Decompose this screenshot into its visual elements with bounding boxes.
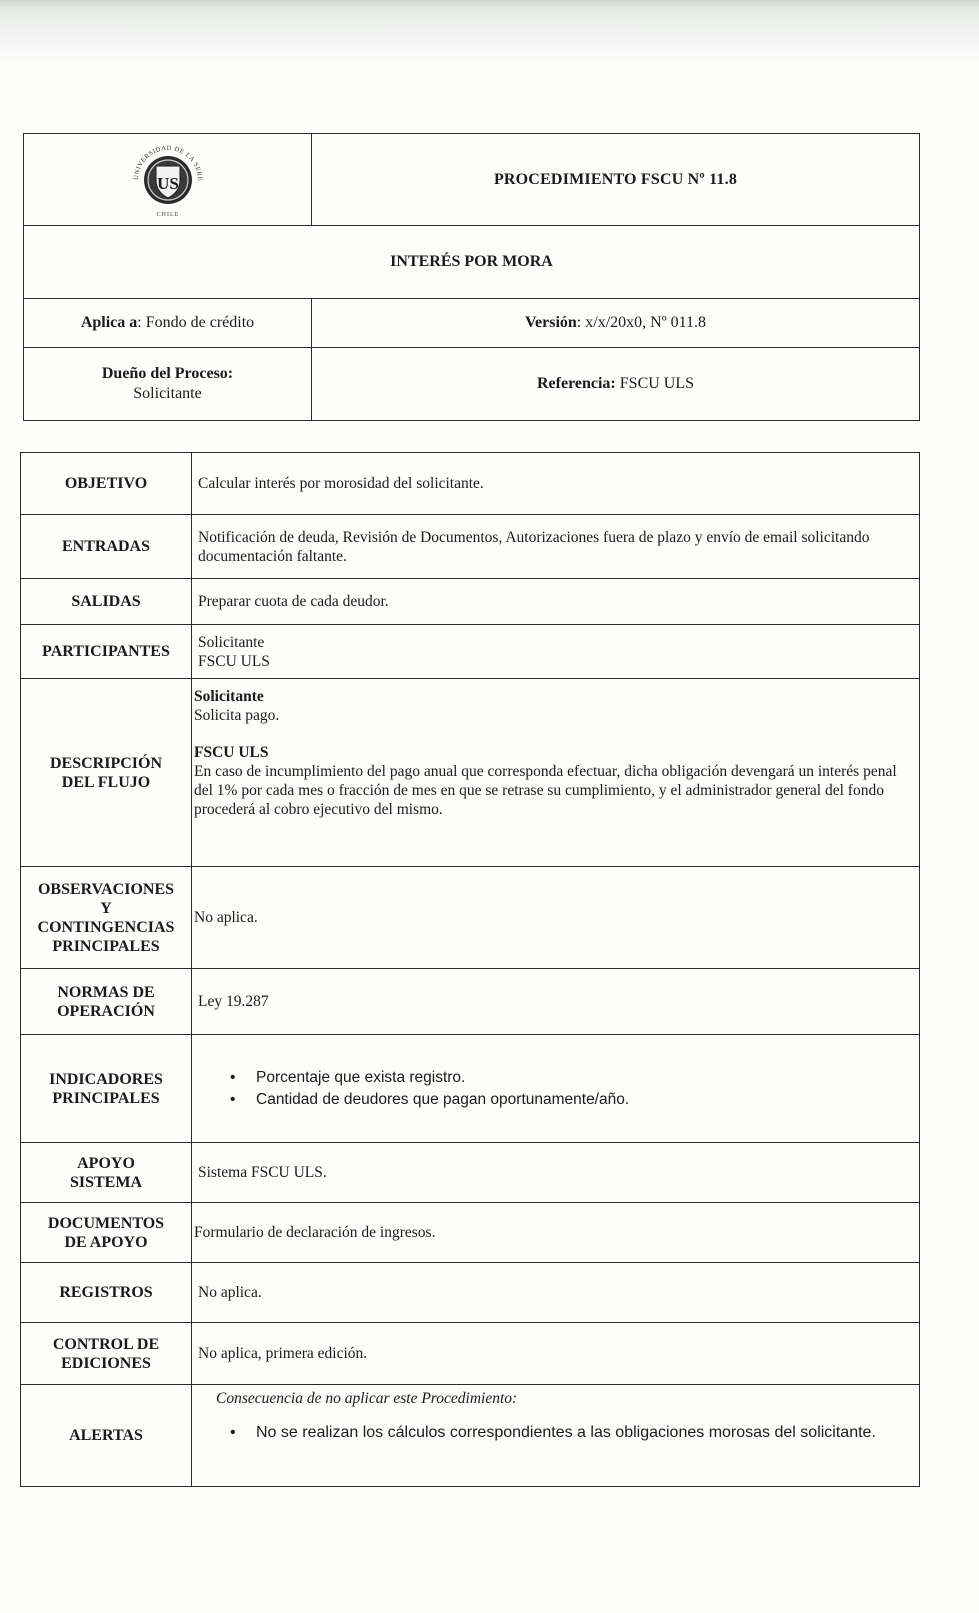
flow-actor-2-text: En caso de incumplimiento del pago anual que corresponda efectuar, dicha obligación devengará un interés penal del 1% por cada mes o fracción de mes en que se retrase su cumplimiento, y el administrador general del fondo procederá al cobro ejecutivo del mismo. [194,763,897,818]
owner-value: Solicitante [133,385,202,402]
flow-actor-1-text: Solicita pago. [194,707,280,724]
value-objetivo: Calcular interés por morosidad del solicitante. [192,453,920,515]
row-documentos [21,1203,920,1263]
label-apoyo-1: APOYO [77,1154,135,1172]
reference-value: FSCU ULS [619,375,695,392]
label-apoyo-2: SISTEMA [69,1173,143,1191]
value-alertas [192,1385,920,1487]
value-registros: No aplica. [192,1263,920,1323]
label-salidas: SALIDAS [21,579,192,625]
applies-value: : Fondo de crédito [137,314,255,331]
label-control [21,1323,192,1385]
indicator-item: • Porcentaje que exista registro. [256,1067,913,1089]
label-normas-2: OPERACIÓN [57,1002,155,1020]
owner-label: Dueño del Proceso: [101,365,234,382]
label-descripcion [21,679,192,867]
indicator-list [198,1067,913,1111]
label-observaciones-2: Y [100,899,112,917]
logo-cell [24,134,312,226]
label-documentos-2: DE APOYO [64,1233,148,1251]
label-observaciones-1: OBSERVACIONES [37,880,175,898]
label-control-1: CONTROL DE [52,1335,160,1353]
label-objetivo: OBJETIVO [21,453,192,515]
applies-label: Aplica a [80,314,138,331]
participant-2: FSCU ULS [198,652,270,670]
version-value: : x/x/20x0, Nº 011.8 [576,314,707,331]
value-indicadores [192,1035,920,1143]
procedure-table [20,452,920,1487]
label-normas-1: NORMAS DE [57,983,155,1001]
alert-list [198,1422,913,1444]
procedure-title: PROCEDIMIENTO FSCU Nº 11.8 [493,170,738,188]
value-entradas: Notificación de deuda, Revisión de Documentos, Autorizaciones fuera de plazo y envío de email solicitando documentación faltante. [192,515,920,579]
row-observaciones [21,867,920,969]
reference-cell [312,348,920,421]
label-descripcion-1: DESCRIPCIÓN [49,754,162,772]
flow-actor-2: FSCU ULS [194,744,269,761]
value-descripcion [192,679,920,867]
alert-intro: Consecuencia de no aplicar este Procedimiento: [216,1390,518,1407]
label-documentos-1: DOCUMENTOS [47,1214,165,1232]
indicator-item: • Cantidad de deudores que pagan oportunamente/año. [256,1089,913,1111]
logo-bottom-text: CHILE [156,212,179,218]
value-documentos: Formulario de declaración de ingresos. [192,1203,920,1263]
row-salidas [21,579,920,625]
label-control-2: EDICIONES [61,1354,151,1372]
value-normas: Ley 19.287 [192,969,920,1035]
row-alertas [21,1385,920,1487]
row-participantes [21,625,920,679]
row-registros [21,1263,920,1323]
alert-item: • No se realizan los cálculos correspondientes a las obligaciones morosas del solicitante. [256,1422,909,1444]
label-normas [21,969,192,1035]
procedure-title-cell [312,134,920,226]
logo-ring-text: UNIVERSIDAD DE LA SERE [132,144,203,182]
label-registros: REGISTROS [21,1263,192,1323]
owner-cell [24,348,312,421]
row-indicadores [21,1035,920,1143]
label-participantes: PARTICIPANTES [21,625,192,679]
value-observaciones: No aplica. [192,867,920,969]
value-participantes [192,625,920,679]
label-observaciones-4: PRINCIPALES [52,937,160,955]
applies-cell [24,299,312,348]
label-observaciones [21,867,192,969]
svg-text:US: US [156,174,179,193]
scan-top-shadow [0,0,979,62]
header-table [23,133,920,421]
label-documentos [21,1203,192,1263]
row-apoyo [21,1143,920,1203]
flow-actor-1: Solicitante [194,688,264,705]
value-control: No aplica, primera edición. [192,1323,920,1385]
row-control [21,1323,920,1385]
label-observaciones-3: CONTINGENCIAS [37,918,175,936]
row-objetivo [21,453,920,515]
label-entradas: ENTRADAS [21,515,192,579]
label-apoyo [21,1143,192,1203]
row-normas [21,969,920,1035]
university-seal-logo [122,134,214,220]
version-cell [312,299,920,348]
value-apoyo: Sistema FSCU ULS. [192,1143,920,1203]
value-salidas: Preparar cuota de cada deudor. [192,579,920,625]
label-indicadores [21,1035,192,1143]
label-indicadores-2: PRINCIPALES [52,1089,160,1107]
version-label: Versión [524,314,577,331]
participant-1: Solicitante [198,633,265,651]
label-alertas: ALERTAS [21,1385,192,1487]
document-subtitle: INTERÉS POR MORA [24,226,920,299]
label-indicadores-1: INDICADORES [49,1070,163,1088]
row-entradas [21,515,920,579]
label-descripcion-2: DEL FLUJO [61,773,151,791]
reference-label: Referencia: [536,375,616,392]
row-descripcion [21,679,920,867]
